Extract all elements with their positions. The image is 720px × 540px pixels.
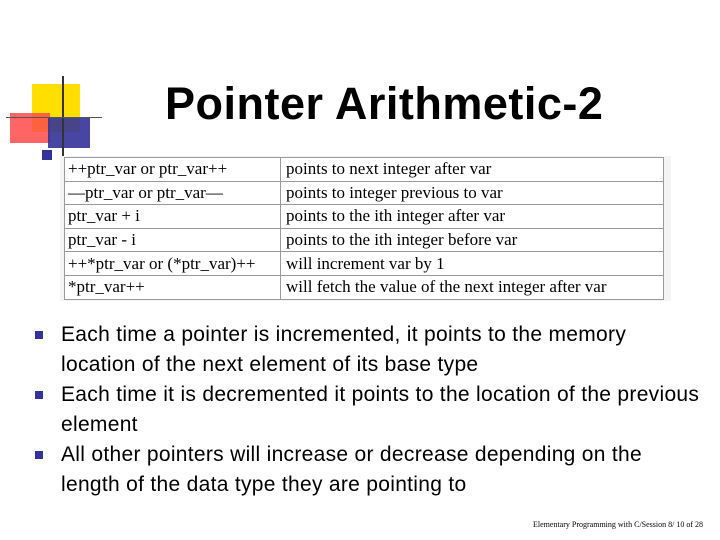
square-bullet-icon bbox=[35, 451, 43, 459]
expression-cell: ++*ptr_var or (*ptr_var)++ bbox=[65, 252, 281, 276]
meaning-cell: will increment var by 1 bbox=[281, 252, 664, 276]
meaning-cell: points to the ith integer before var bbox=[281, 228, 664, 252]
table-row bbox=[65, 158, 664, 182]
bullet-text: Each time it is decremented it points to the location of the previous element bbox=[61, 383, 700, 436]
operator-table bbox=[64, 157, 664, 300]
logo-vertical-line bbox=[62, 76, 64, 166]
meaning-cell: points to next integer after var bbox=[281, 158, 664, 182]
expression-cell: *ptr_var++ bbox=[65, 275, 281, 299]
meaning-cell: points to the ith integer after var bbox=[281, 205, 664, 229]
bullet-item bbox=[35, 440, 705, 500]
table-row bbox=[65, 181, 664, 205]
bullet-item bbox=[35, 380, 705, 440]
slide-title: Pointer Arithmetic-2 bbox=[165, 78, 604, 129]
bullet-text: Each time a pointer is incremented, it points to the memory location of the next element of its base type bbox=[61, 323, 627, 376]
bullet-list bbox=[35, 320, 705, 500]
logo-small-blue-square bbox=[42, 150, 52, 160]
slide-logo bbox=[0, 0, 110, 170]
table-row bbox=[65, 205, 664, 229]
square-bullet-icon bbox=[35, 391, 43, 399]
table-row bbox=[65, 275, 664, 299]
meaning-cell: points to integer previous to var bbox=[281, 181, 664, 205]
table-row bbox=[65, 228, 664, 252]
logo-horizontal-line bbox=[6, 117, 102, 118]
bullet-item bbox=[35, 320, 705, 380]
expression-cell: ++ptr_var or ptr_var++ bbox=[65, 158, 281, 182]
bullet-text: All other pointers will increase or decrease depending on the length of the data type they are pointing to bbox=[61, 443, 642, 496]
logo-blue-square bbox=[48, 118, 90, 148]
expression-cell: —ptr_var or ptr_var— bbox=[65, 181, 281, 205]
square-bullet-icon bbox=[35, 331, 43, 339]
operator-table-panel bbox=[60, 156, 671, 301]
expression-cell: ptr_var - i bbox=[65, 228, 281, 252]
slide-footer: Elementary Programming with C/Session 8/ 10 of 28 bbox=[533, 520, 703, 529]
meaning-cell: will fetch the value of the next integer after var bbox=[281, 275, 664, 299]
expression-cell: ptr_var + i bbox=[65, 205, 281, 229]
table-row bbox=[65, 252, 664, 276]
